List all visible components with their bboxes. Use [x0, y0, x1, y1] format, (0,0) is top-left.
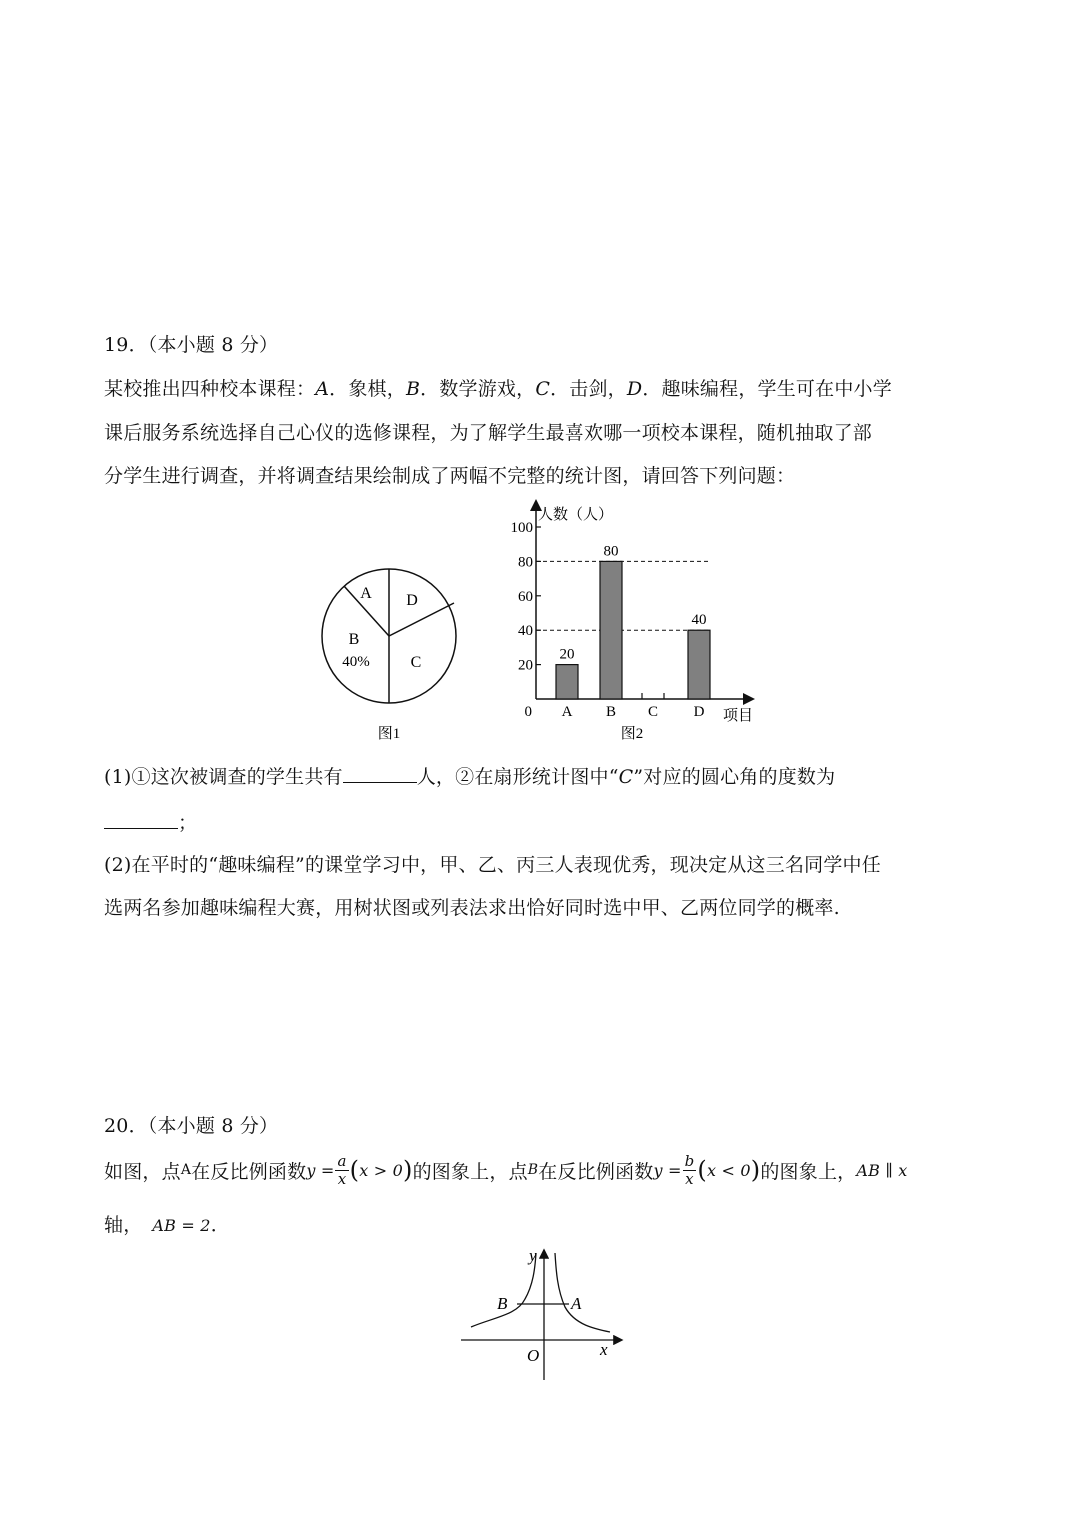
pie-label-a: A	[360, 585, 372, 602]
func2-fraction	[683, 1153, 697, 1188]
option-a-text: ．象棋，	[329, 378, 406, 400]
q19-heading: 19．（本小题 8 分）	[104, 334, 279, 356]
q19-intro-line-2: 课后服务系统选择自己心仪的选修课程，为了解学生最喜欢哪一项校本课程，随机抽取了部	[104, 422, 873, 444]
option-d-text: ．趣味编程，学生可在中小学	[642, 378, 892, 400]
category-label-c: C	[647, 704, 659, 720]
pie-label-c: C	[410, 654, 422, 671]
func1-fraction	[335, 1153, 348, 1188]
bar-chart-figure	[490, 496, 770, 746]
func2-denominator: x	[685, 1169, 694, 1188]
sub1-end: ；	[178, 812, 198, 834]
ab-length: AB = 2	[152, 1216, 211, 1235]
bars	[556, 543, 710, 699]
q20-text-2: 在反比例函数	[191, 1160, 307, 1183]
answer-blank-total[interactable]	[343, 764, 417, 783]
q20-heading: 20．（本小题 8 分）	[104, 1115, 279, 1137]
func1-condition: x > 0	[359, 1160, 403, 1180]
pie-label-b: B	[348, 631, 360, 648]
func1-numerator: a	[337, 1151, 347, 1170]
pie-label-d: D	[406, 592, 418, 609]
pie-label-b-percent: 40%	[342, 654, 370, 670]
y-tick-label: 100	[510, 520, 533, 536]
q20-text-3: 的图象上，点	[412, 1160, 528, 1183]
fig-label-x: x	[600, 1340, 608, 1359]
func2-lhs: y =	[653, 1160, 682, 1180]
bar-value-label: 80	[603, 543, 619, 560]
q20-line-1: 如图，点 A 在反比例函数 y = $\frac{a}{x}$ ( x > 0 ) 的图象上，点 B 在反比例函数 y = $\frac{b}{x}$ ( x < 0 ) 的图象上， AB ∥ x	[104, 1151, 908, 1188]
pie-chart-figure	[310, 560, 470, 750]
origin-label: 0	[524, 704, 532, 720]
func1-denominator: x	[337, 1169, 347, 1188]
y-axis-title: 人数（人）	[538, 507, 614, 523]
fig-label-a: A	[571, 1294, 582, 1313]
fig-label-b: B	[497, 1294, 508, 1313]
sub1-text-d: ”对应的圆心角的度数为	[633, 766, 836, 788]
bar-a	[556, 665, 578, 699]
curve-a	[555, 1253, 610, 1332]
y-tick-label: 20	[518, 657, 533, 674]
q19-intro-line-1	[104, 374, 892, 401]
q20-point-b: B	[527, 1162, 539, 1178]
reference-lines	[536, 561, 710, 630]
q19-sub1-line	[104, 762, 835, 789]
q20-text-5: 的图象上，	[760, 1160, 857, 1183]
fig-label-y: y	[529, 1246, 537, 1265]
q19-sub2-line-1: (2)在平时的“趣味编程”的课堂学习中，甲、乙、丙三人表现优秀，现决定从这三名同学中任	[104, 854, 881, 876]
func2-numerator: b	[684, 1151, 695, 1170]
func2-condition: x < 0	[707, 1160, 751, 1180]
q20-text-1: 如图，点	[104, 1160, 181, 1183]
parallel-statement: AB ∥ x	[856, 1160, 908, 1180]
pie-divider-c-d	[389, 603, 454, 636]
q19-intro-text: 某校推出四种校本课程：	[104, 378, 316, 400]
sub1-text-a: (1)①这次被调查的学生共有	[104, 766, 343, 788]
option-c-text: ．击剑，	[550, 378, 627, 400]
option-c-letter: C	[535, 378, 551, 400]
q19-intro-line-3: 分学生进行调查，并将调查结果绘制成了两幅不完整的统计图，请回答下列问题：	[104, 465, 796, 487]
q20-line-2	[104, 1210, 230, 1237]
category-label-d: D	[693, 704, 705, 720]
y-tick-label: 80	[518, 554, 533, 571]
curve-b	[471, 1253, 536, 1327]
pie-caption: 图1	[377, 726, 401, 742]
bar-value-label: 40	[691, 612, 707, 629]
option-d-letter: D	[626, 378, 643, 400]
category-label-b: B	[605, 704, 617, 720]
option-b-text: ．数学游戏，	[420, 378, 536, 400]
category-label-a: A	[561, 704, 573, 720]
q19-sub1-line-2	[104, 808, 197, 835]
sub1-text-b: 人，②在扇形统计图中“	[416, 766, 619, 788]
bar-d	[688, 630, 710, 699]
q20-text-7: ．	[210, 1214, 230, 1236]
category-labels	[562, 704, 705, 720]
q20-text-4: 在反比例函数	[538, 1160, 654, 1183]
q19-sub2-line-2: 选两名参加趣味编程大赛，用树状图或列表法求出恰好同时选中甲、乙两位同学的概率.	[104, 897, 840, 919]
bar-chart-caption: 图2	[620, 726, 644, 742]
sub1-c-letter: C	[618, 766, 634, 788]
q20-text-6: 轴，	[104, 1214, 143, 1236]
hyperbola-figure	[455, 1245, 635, 1385]
answer-blank-angle[interactable]	[104, 810, 178, 829]
y-tick-label: 40	[518, 623, 533, 640]
y-tick-label: 60	[518, 588, 533, 605]
option-b-letter: B	[405, 378, 421, 400]
bar-b	[600, 561, 622, 699]
bar-value-label: 20	[559, 646, 575, 663]
option-a-letter: A	[315, 378, 330, 400]
x-axis-title: 项目	[723, 708, 754, 724]
func1-lhs: y =	[306, 1160, 335, 1180]
q20-point-a: A	[180, 1162, 192, 1178]
fig-label-o: O	[527, 1346, 540, 1365]
